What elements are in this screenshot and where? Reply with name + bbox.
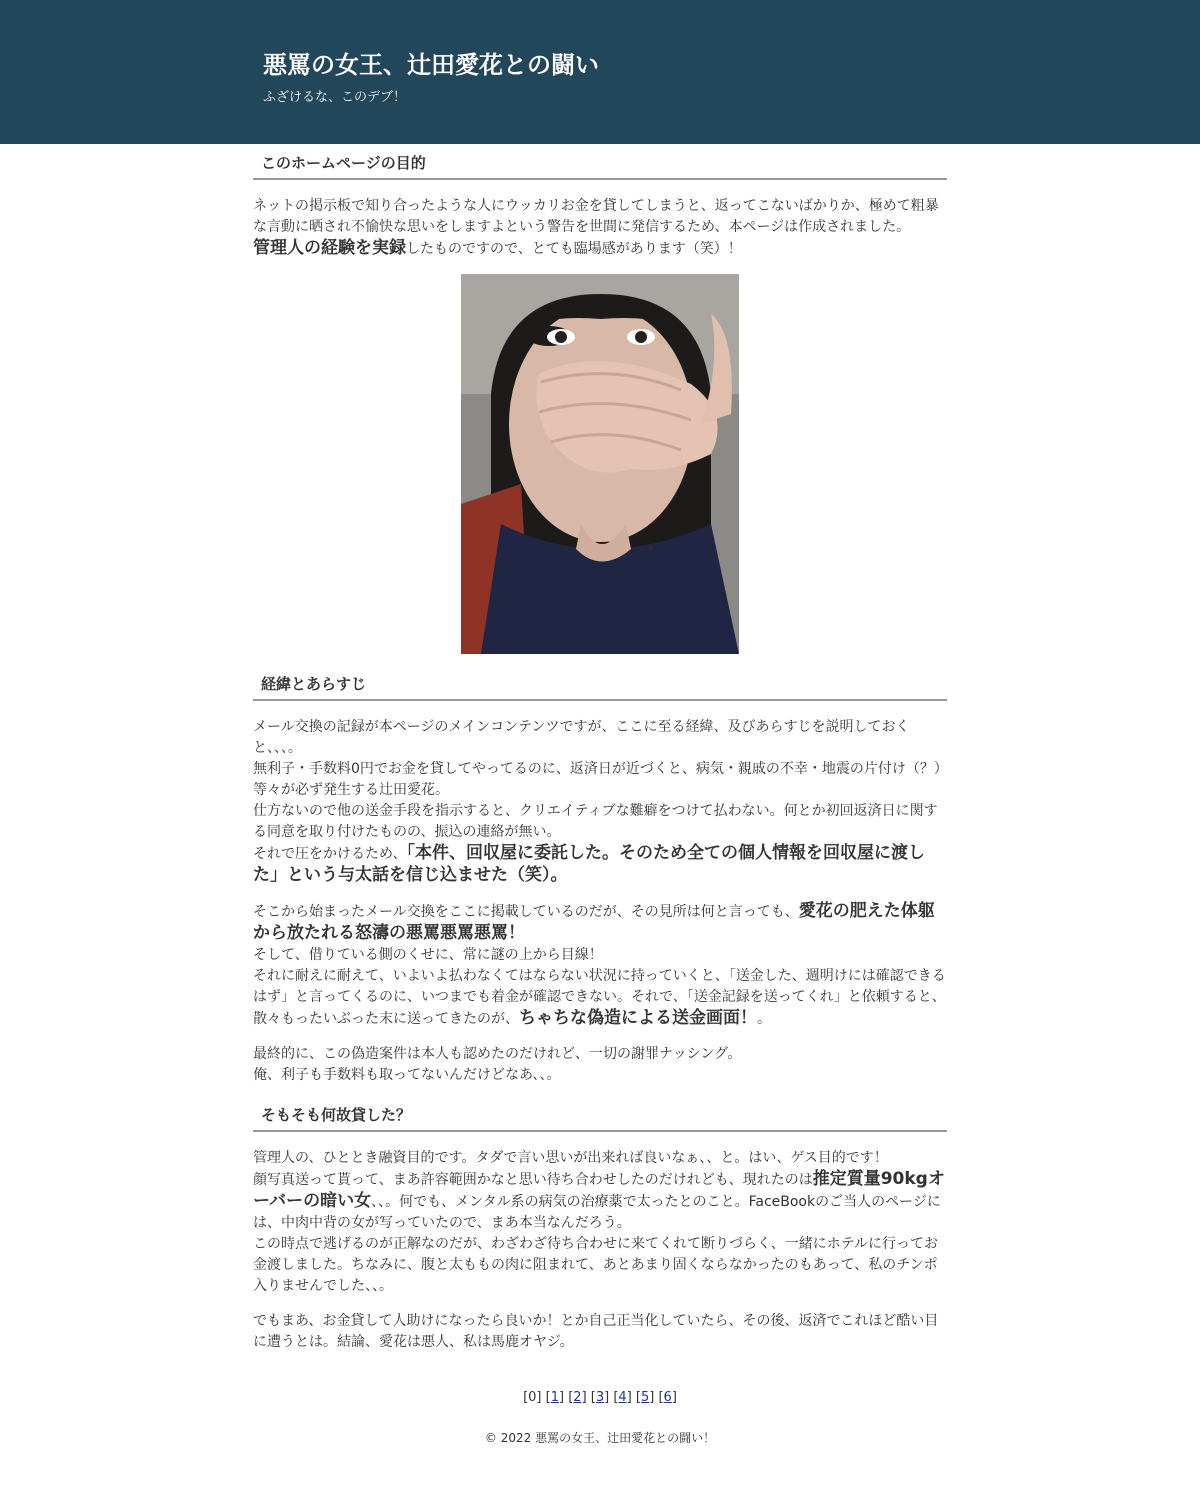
background-line-9: 俺、利子も手数料も取ってないんだけどなあ、、。 [253, 1067, 561, 1083]
background-heading: 経緯とあらすじ [253, 669, 947, 701]
why-line-4: でもまあ、お金貸して人助けになったら良いか！とか自己正当化していたら、その後、返済でこれほど酷い目に遭うとは。結論、愛花は悪人、私は馬鹿オヤジ。 [253, 1313, 939, 1350]
site-header [0, 0, 1200, 144]
purpose-tail: したものですので、とても臨場感があります（笑）！ [406, 241, 742, 257]
pagination-link-3[interactable]: 3 [595, 1390, 605, 1405]
purpose-emphasis: 管理人の経験を実録 [253, 238, 406, 258]
background-line-6: そして、借りている側のくせに、常に謎の上から目線！ [253, 947, 603, 963]
background-line-5-lead: そこから始まったメール交換をここに掲載しているのだが、その見所は何と言っても、 [253, 904, 799, 920]
why-line-2-tail: 、、。何でも、メンタル系の病気の治療薬で太ったとのこと。FaceBookのご当人のページには、中肉中背の女が写っていたので、まあ本当なんだろう。 [253, 1194, 941, 1231]
why-heading: そもそも何故貸した？ [253, 1100, 947, 1132]
background-line-7-lead: それに耐えに耐えて、いよいよ払わなくてはならない状況に持っていくと、「送金した、週明けには確認できるはず」と言ってくるのに、いつまでも着金が確認できない。それで、「送金記録を送ってくれ」と依頼すると、散々もったいぶった末に送ってきたのが、 [253, 968, 946, 1027]
purpose-heading: このホームページの目的 [253, 148, 947, 180]
photo-container [253, 274, 947, 661]
why-line-2-emphasis: 推定質量90kgオーバーの暗い女 [253, 1169, 945, 1211]
why-line-3: この時点で逃げるのが正解なのだが、わざわざ待ち合わせに来てくれて断りづらく、一緒にホテルに行ってお金渡しました。ちなみに、腹と太ももの肉に阻まれて、あとあまり固くならなかったのもあって、私のチンポ入りませんでした、、。 [253, 1236, 939, 1294]
purpose-paragraph [253, 196, 947, 260]
main-content [253, 148, 947, 1509]
background-line-1: メール交換の記録が本ページのメインコンテンツですが、ここに至る経緯、及びあらすじを説明しておくと、、、。 [253, 719, 910, 756]
background-line-3: 仕方ないので他の送金手段を指示すると、クリエイティブな難癖をつけて払わない。何とか初回返済日に関する同意を取り付けたものの、振込の連絡が無い。 [253, 803, 938, 840]
background-paragraph-1 [253, 717, 947, 887]
pagination: [0] [1] [2] [3] [4] [5] [6] [523, 1390, 677, 1405]
why-paragraph-2 [253, 1311, 947, 1353]
background-line-5-emphasis: 愛花の肥えた体躯から放たれる怒濤の悪罵悪罵悪罵！ [253, 901, 935, 943]
pagination-link-5[interactable]: 5 [640, 1390, 650, 1405]
background-line-4-emphasis: 「本件、回収屋に委託した。そのため全ての個人情報を回収屋に渡した」という与太話を信じ込ませた（笑）。 [253, 843, 925, 885]
site-footer: © 2022 悪罵の女王、辻田愛花との闘い！ [484, 1431, 716, 1445]
background-line-7-tail: 。 [757, 1011, 771, 1027]
background-paragraph-3 [253, 1044, 947, 1086]
site-subtitle: ふざけるな、このデブ！ [263, 90, 407, 105]
site-title[interactable]: 悪罵の女王、辻田愛花との闘い [263, 51, 599, 79]
background-line-8: 最終的に、この偽造案件は本人も認めたのだけれど、一切の謝罪ナッシング。 [253, 1046, 742, 1062]
background-line-7-emphasis: ちゃちな偽造による送金画面！ [519, 1008, 757, 1028]
purpose-text: ネットの掲示板で知り合ったような人にウッカリお金を貸してしまうと、返ってこないばかりか、極めて粗暴な言動に晒され不愉快な思いをしますよという警告を世間に発信するため、本ページは作成されました。 [253, 198, 939, 235]
background-paragraph-2 [253, 901, 947, 1030]
pagination-link-4[interactable]: 4 [618, 1390, 627, 1405]
portrait-photo [461, 274, 739, 654]
background-line-2: 無利子・手数料0円でお金を貸してやってるのに、返済日が近づくと、病気・親戚の不幸・地震の片付け（？）等々が必ず発生する辻田愛花。 [253, 761, 941, 798]
why-line-1: 管理人の、ひととき融資目的です。タダで言い思いが出来れば良いなぁ、、と。はい、ゲス目的です！ [253, 1150, 888, 1166]
why-paragraph-1 [253, 1148, 947, 1297]
pagination-link-6[interactable]: 6 [663, 1390, 672, 1405]
pagination-link-1[interactable]: 1 [550, 1390, 560, 1405]
background-line-4-lead: それで圧をかけるため、 [253, 846, 407, 862]
pagination-current: [0] [523, 1390, 542, 1405]
why-line-2-lead: 顔写真送って貰って、まあ許容範囲かなと思い待ち合わせしたのだけれども、現れたのは [253, 1172, 813, 1188]
pagination-link-2[interactable]: 2 [573, 1390, 582, 1405]
